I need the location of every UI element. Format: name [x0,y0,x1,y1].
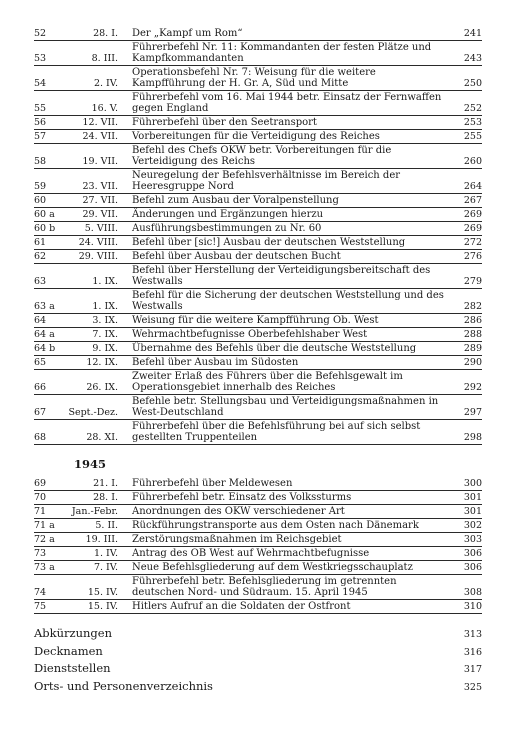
toc-row [34,600,482,614]
entry-date: 12. IX. [86,357,118,368]
entry-number: 63 a [34,301,55,312]
entries-1945 [34,477,482,614]
entry-number: 73 [34,548,47,559]
entry-title: Befehl über Ausbau der deutschen Bucht [132,251,341,262]
entry-title: Führerbefehl betr. Befehlsgliederung im getrennten deutschen Nord- und Südraum. 15. April 1945 [132,576,397,598]
toc-row [34,236,482,250]
entry-number: 68 [34,432,47,443]
appendix-label: Decknamen [34,643,103,658]
entry-number: 69 [34,478,47,489]
entry-page: 298 [463,432,482,443]
entry-page: 306 [463,548,482,559]
entry-title: Befehl über Ausbau im Südosten [132,357,299,368]
entry-page: 255 [463,131,482,142]
entry-number: 64 b [34,343,56,354]
entry-number: 75 [34,601,47,612]
toc-row [34,328,482,342]
entry-number: 74 [34,587,47,598]
toc-row [34,264,482,289]
entry-title: Führerbefehl über den Seetransport [132,117,317,128]
entry-title: Befehle betr. Stellungsbau und Verteidigungsmaßnahmen in West-Deutschland [132,396,439,418]
entry-page: 269 [463,209,482,220]
appendix-row [34,626,482,644]
entry-number: 56 [34,117,47,128]
entry-title: Rückführungstransporte aus dem Osten nach Dänemark [132,520,419,531]
entry-page: 260 [463,156,482,167]
appendix-page: 316 [463,646,482,658]
entry-title: Führerbefehl Nr. 11: Kommandanten der festen Plätze und Kampfkommandanten [132,42,432,64]
entry-page: 301 [463,506,482,517]
entry-date: 15. IV. [87,601,118,612]
entry-number: 60 b [34,223,56,234]
entry-page: 264 [463,181,482,192]
entry-date: 15. IV. [87,587,118,598]
toc-row [34,533,482,547]
entry-number: 58 [34,156,47,167]
entry-number: 64 [34,315,47,326]
entry-number: 55 [34,103,47,114]
entry-page: 290 [463,357,482,368]
entry-title: Wehrmachtbefugnisse Oberbefehlshaber West [132,329,368,340]
entry-title: Änderungen und Ergänzungen hierzu [132,209,324,220]
entry-number: 71 [34,506,47,517]
entry-title: Befehl über Herstellung der Verteidigungsbereitschaft des Westwalls [132,265,431,287]
entry-page: 243 [463,53,482,64]
toc-row [34,144,482,169]
entry-number: 60 a [34,209,55,220]
entry-date: 5. VIII. [84,223,118,234]
entry-date: 5. II. [95,520,118,531]
entry-date: 16. V. [91,103,118,114]
entry-number: 60 [34,195,47,206]
entry-number: 67 [34,407,47,418]
entry-page: 253 [463,117,482,128]
table-of-contents [34,27,482,614]
entry-date: 1. IV. [93,548,118,559]
toc-row [34,91,482,116]
appendix-row [34,661,482,679]
entry-date: 27. VII. [82,195,118,206]
appendix-page: 317 [463,664,482,675]
entry-title: Weisung für die weitere Kampfführung Ob. West [132,315,379,326]
year-heading: 1945 [74,457,107,471]
entry-date: 28. I. [93,492,118,503]
entry-date: 9. IX. [92,343,118,354]
entry-date: Sept.-Dez. [68,407,118,418]
entry-page: 269 [463,223,482,234]
entry-page: 276 [463,251,482,262]
entry-page: 279 [463,276,482,287]
appendix-label: Abkürzungen [34,626,112,640]
entry-title: Operationsbefehl Nr. 7: Weisung für die weitere Kampfführung der H. Gr. A, Süd und Mitte [132,67,376,89]
toc-row [34,41,482,66]
entry-date: 21. I. [93,478,118,489]
entry-title: Anordnungen des OKW verschiedener Art [132,506,345,517]
entry-title: Befehl zum Ausbau der Voralpenstellung [132,195,339,206]
entry-number: 62 [34,251,47,262]
entry-date: 1. IX. [92,301,118,312]
entry-page: 272 [463,237,482,248]
entry-page: 306 [463,562,482,573]
entry-title: Befehl des Chefs OKW betr. Vorbereitungen für die Verteidigung des Reichs [132,145,392,167]
entry-title: Neue Befehlsgliederung auf dem Westkriegsschauplatz [132,562,413,573]
entry-page: 288 [463,329,482,340]
entry-date: 19. III. [85,534,118,545]
entry-date: 12. VII. [82,117,118,128]
entry-date: 24. VIII. [78,237,118,248]
entry-page: 303 [463,534,482,545]
entries-1944 [34,27,482,445]
toc-row [34,289,482,314]
entry-date: 19. VII. [82,156,118,167]
entry-page: 241 [463,28,482,39]
entry-number: 61 [34,237,47,248]
entry-title: Hitlers Aufruf an die Soldaten der Ostfront [132,601,351,612]
entry-page: 302 [463,520,482,531]
entry-date: 3. IX. [92,315,118,326]
entry-date: 8. III. [91,53,118,64]
entry-title: Führerbefehl über die Befehlsführung bei auf sich selbst gestellten Truppenteilen [132,421,421,443]
entry-title: Befehl für die Sicherung der deutschen Weststellung und des Westwalls [132,290,444,312]
entry-date: 7. IV. [93,562,118,573]
toc-row [34,194,482,208]
entry-page: 292 [463,382,482,393]
toc-row [34,169,482,194]
toc-row [34,250,482,264]
entry-date: 7. IX. [92,329,118,340]
toc-row [34,222,482,236]
entry-number: 59 [34,181,47,192]
toc-row [34,575,482,600]
appendix-row [34,644,482,662]
entry-number: 73 a [34,562,55,573]
entry-number: 66 [34,382,47,393]
appendix-page: 313 [463,629,482,640]
appendix-page: 325 [463,681,482,693]
entry-date: 29. VIII. [78,251,118,262]
entry-number: 70 [34,492,47,503]
toc-row [34,208,482,222]
toc-row [34,116,482,130]
entry-date: Jan.-Febr. [71,506,118,517]
toc-row [34,519,482,533]
entry-title: Ausführungsbestimmungen zu Nr. 60 [132,223,322,234]
toc-row [34,130,482,144]
entry-title: Zweiter Erlaß des Führers über die Befehlsgewalt im Operationsgebiet innerhalb des Reiches [132,371,403,393]
toc-row [34,66,482,91]
entry-page: 308 [463,587,482,598]
entry-page: 300 [463,478,482,489]
toc-row [34,547,482,561]
toc-row [34,561,482,575]
entry-number: 72 a [34,534,55,545]
appendix-list [34,626,482,696]
entry-title: Vorbereitungen für die Verteidigung des Reiches [132,131,380,142]
entry-date: 23. VII. [82,181,118,192]
entry-number: 53 [34,53,47,64]
toc-row [34,370,482,395]
entry-page: 250 [463,78,482,89]
toc-row [34,314,482,328]
entry-date: 29. VII. [82,209,118,220]
entry-date: 26. IX. [86,382,118,393]
toc-row [34,491,482,505]
entry-number: 57 [34,131,47,142]
toc-row [34,395,482,420]
toc-row [34,356,482,370]
entry-date: 24. VII. [82,131,118,142]
appendix-row [34,679,482,697]
entry-page: 252 [463,103,482,114]
entry-number: 52 [34,28,47,39]
entry-date: 2. IV. [93,78,118,89]
entry-page: 286 [463,315,482,326]
entry-title: Befehl über [sic!] Ausbau der deutschen Weststellung [132,237,406,248]
entry-page: 301 [463,492,482,503]
entry-title: Antrag des OB West auf Wehrmachtbefugnisse [132,548,370,559]
toc-row [34,477,482,491]
entry-title: Der „Kampf um Rom“ [132,28,243,39]
toc-row [34,505,482,519]
entry-title: Übernahme des Befehls über die deutsche Weststellung [132,343,417,354]
entry-number: 71 a [34,520,55,531]
entry-page: 267 [463,195,482,206]
entry-page: 297 [463,407,482,418]
toc-row [34,420,482,445]
entry-date: 28. XI. [86,432,118,443]
entry-number: 64 a [34,329,55,340]
entry-title: Zerstörungsmaßnahmen im Reichsgebiet [132,534,342,545]
entry-title: Führerbefehl betr. Einsatz des Volkssturms [132,492,352,503]
toc-row [34,27,482,41]
entry-title: Führerbefehl vom 16. Mai 1944 betr. Einsatz der Fernwaffen gegen England [132,92,442,114]
appendix-label: Orts- und Personenverzeichnis [34,678,213,693]
entry-number: 65 [34,357,47,368]
entry-date: 28. I. [93,28,118,39]
entry-title: Neuregelung der Befehlsverhältnisse im Bereich der Heeresgruppe Nord [132,170,401,192]
entry-date: 1. IX. [92,276,118,287]
entry-number: 54 [34,78,47,89]
entry-page: 310 [463,601,482,612]
entry-title: Führerbefehl über Meldewesen [132,478,293,489]
entry-page: 289 [463,343,482,354]
entry-page: 282 [463,301,482,312]
toc-row [34,342,482,356]
entry-number: 63 [34,276,47,287]
appendix-label: Dienststellen [34,661,111,675]
